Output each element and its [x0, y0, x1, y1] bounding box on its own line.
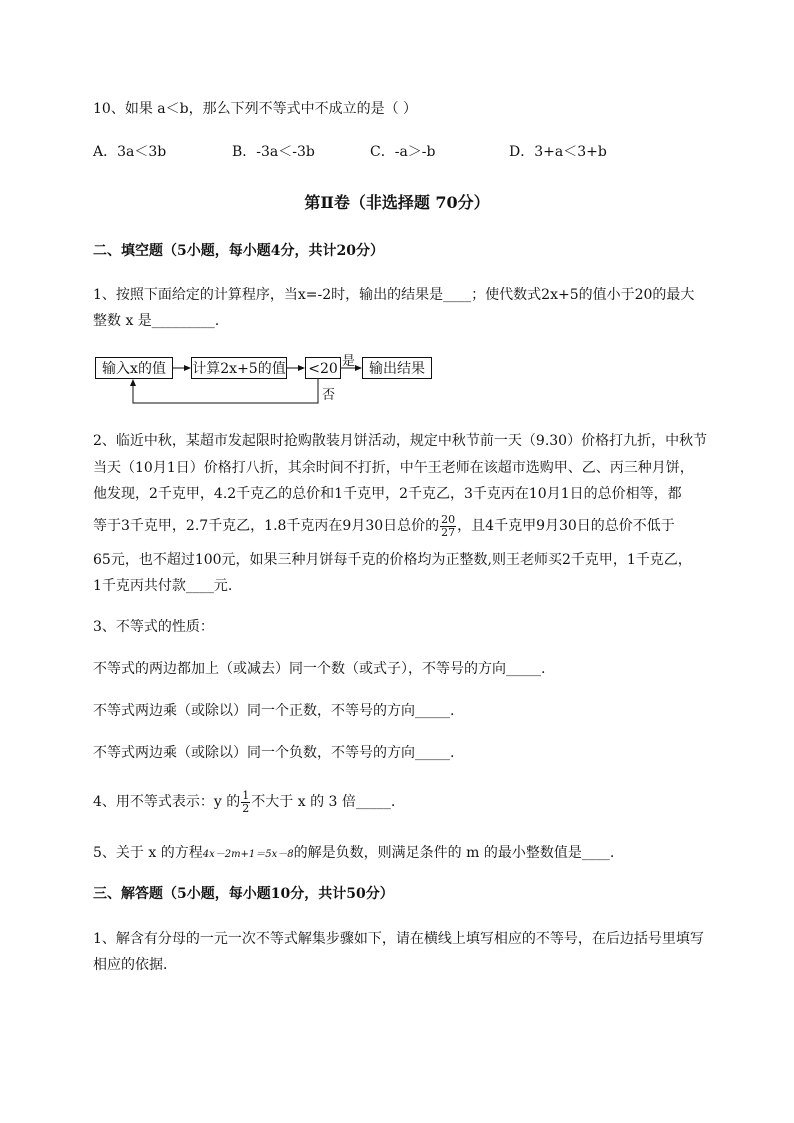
s2-q2-line3: 他发现，2千克甲，4.2千克乙的总价和1千克甲，2千克乙，3千克丙在10月1日的总价相等，都 [93, 486, 682, 502]
s2-q3-line2: 不等式的两边都加上（或减去）同一个数（或式子），不等号的方向_____. [93, 661, 546, 677]
part2-title: 第Ⅱ卷（非选择题 70分） [304, 193, 490, 212]
flowchart-compare-box: <20 [305, 357, 341, 379]
s2-q1-line2: 整数 x 是_________. [93, 313, 220, 329]
flowchart-output-box: 输出结果 [362, 357, 432, 379]
s2-q2-line1: 2、临近中秋，某超市发起限时抢购散装月饼活动，规定中秋节前一天（9.30）价格打九折，中秋节 [93, 433, 708, 449]
s2-q1-line1: 1、按照下面给定的计算程序，当x=-2时，输出的结果是____；使代数式2x+5的值小于20的最大 [93, 287, 695, 303]
s2-q4-pre: 4、用不等式表示：y 的 [93, 794, 241, 810]
s2-q4-line [93, 786, 395, 818]
s2-q5-line [93, 843, 614, 865]
s2-q4-fraction-numerator: 1 [242, 788, 250, 802]
flowchart-input-box: 输入x的值 [95, 357, 173, 379]
flowchart-arrows [0, 0, 794, 420]
s2-q2-fraction-numerator: 20 [441, 512, 456, 526]
s2-q4-post: 不大于 x 的 3 倍_____. [251, 794, 396, 810]
s2-q4-fraction [241, 790, 250, 815]
flowchart-no-label: 否 [322, 388, 336, 403]
s2-q2-line4 [93, 510, 675, 542]
flowchart-yes-label: 是 [342, 354, 356, 369]
s2-q5-post: 的解是负数，则满足条件的 m 的最小整数值是____. [293, 845, 615, 861]
s2-q2-line4-pre: 等于3千克甲，2.7千克乙，1.8千克丙在9月30日总价的 [93, 518, 440, 534]
s2-q5-pre: 5、关于 x 的方程 [93, 845, 203, 861]
s2-q3-line1: 3、不等式的性质： [93, 619, 214, 635]
q10-stem: 10、如果 a＜b，那么下列不等式中不成立的是（ ） [93, 101, 418, 117]
s2-q5-equation: 4x－2m+1＝5x－8 [202, 849, 294, 860]
q10-option-b: B．-3a＜-3b [232, 144, 315, 160]
q10-option-c: C．-a＞-b [370, 144, 436, 160]
flowchart-compute-box: 计算2x+5的值 [191, 357, 287, 379]
s2-q2-line4-post: ，且4千克甲9月30日的总价不低于 [457, 518, 675, 534]
s2-q2-line6: 1千克丙共付款____元. [93, 578, 233, 594]
q10-option-a: A．3a＜3b [93, 144, 167, 160]
s3-q1-line2: 相应的依据． [93, 957, 177, 973]
s2-q2-fraction [440, 514, 456, 539]
section3-heading: 三、解答题（5小题，每小题10分，共计50分） [93, 886, 394, 902]
s2-q2-line2: 当天（10月1日）价格打八折，其余时间不打折，中午王老师在该超市选购甲、乙、丙三种月饼， [93, 460, 694, 476]
s2-q3-line4: 不等式两边乘（或除以）同一个负数，不等号的方向_____. [93, 745, 455, 761]
s3-q1-line1: 1、解含有分母的一元一次不等式解集步骤如下，请在横线上填写相应的不等号，在后边括号里填写 [93, 931, 704, 947]
q10-option-d: D．3+a＜3+b [509, 144, 607, 160]
section2-heading: 二、填空题（5小题，每小题4分，共计20分） [93, 243, 384, 259]
s2-q2-fraction-denominator: 27 [441, 525, 456, 539]
s2-q3-line3: 不等式两边乘（或除以）同一个正数，不等号的方向_____. [93, 703, 455, 719]
s2-q4-fraction-denominator: 2 [242, 801, 250, 815]
s2-q2-line5: 65元，也不超过100元，如果三种月饼每千克的价格均为正整数,则王老师买2千克甲，1千克乙， [93, 552, 692, 568]
